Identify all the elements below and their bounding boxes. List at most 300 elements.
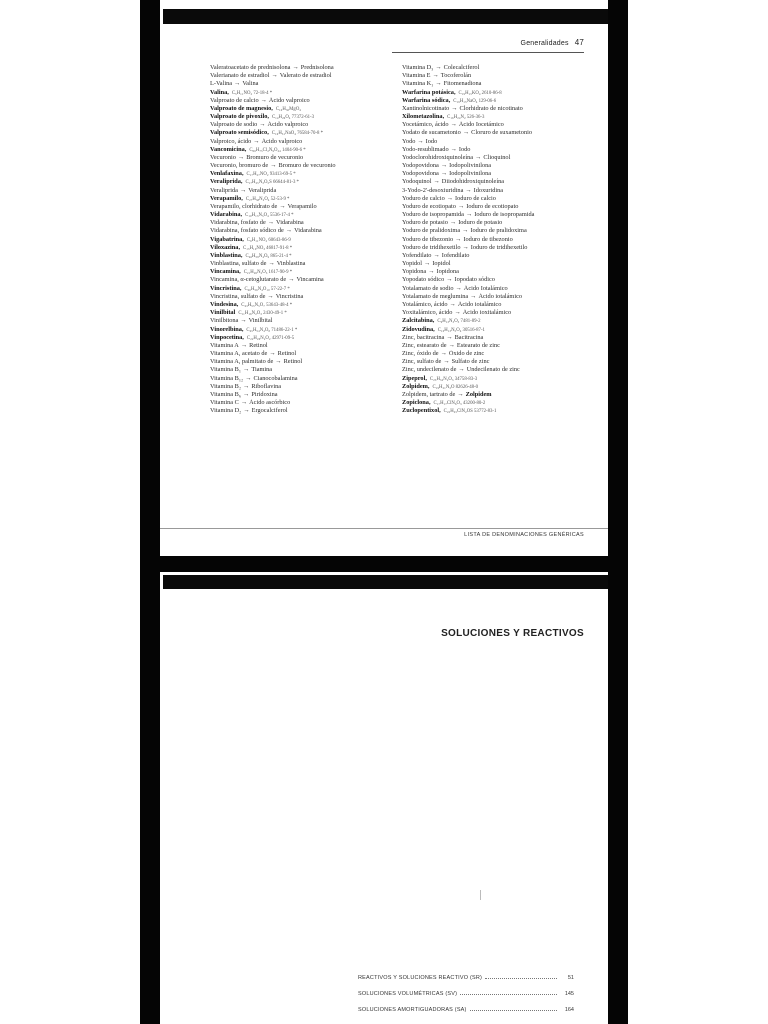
entry-term: Venlafaxina, [210, 170, 244, 178]
entry-formula: C₁₉H₂₁N₃O 82626-48-0 [432, 384, 479, 390]
entry-term: Yoduro de pralidoxima [402, 227, 461, 235]
running-foot: LISTA DE DENOMINACIONES GENÉRICAS [464, 532, 584, 538]
entry [210, 219, 390, 227]
entry-cross-reference: Sulfato de zinc [451, 358, 490, 366]
entry-cross-reference: Ioduro de pralidoxima [470, 227, 527, 235]
entry-formula: C₁₇H₂₇NO₂ 93413-69-5 * [246, 172, 296, 178]
entry-term: Vitamina C [210, 399, 239, 407]
arrow-right-icon: → [465, 186, 472, 194]
entry-formula: C₄₆H₅₆N₄O₁₀ 57-22-7 * [244, 286, 290, 292]
entry [210, 146, 390, 154]
entry-term: Yopidona [402, 268, 427, 276]
entry-cross-reference: Vinblastina [276, 260, 306, 268]
entry-term: Yodo [402, 137, 416, 145]
entry-term: Zalcitabina, [402, 317, 435, 325]
entry-cross-reference: Estearato de zinc [456, 341, 500, 349]
entry-term: Yoduro de potasio [402, 219, 448, 227]
entry [210, 178, 390, 186]
entry-formula: C₂₇H₃₈N₂O₄ 52-53-9 * [245, 196, 290, 202]
entry-cross-reference: Cloruro de suxametonio [471, 129, 532, 137]
entry-cross-reference: Bacitracina [454, 333, 484, 341]
entry-formula: C₂₁H₂₆N₂O₃ 1617-90-9 * [243, 270, 293, 276]
entry [210, 154, 390, 162]
entry [402, 252, 592, 260]
arrow-right-icon: → [446, 276, 453, 284]
entry-term: 3-Yodo-2'-desoxiuridina [402, 186, 464, 194]
entry-term: Viloxazina, [210, 243, 241, 251]
entry [210, 252, 390, 260]
entry-term: Vidarabina, fosfato sódico de [210, 227, 284, 235]
toc-label: REACTIVOS Y SOLUCIONES REACTIVO (SR) [358, 975, 483, 981]
entry-cross-reference: Iodo [458, 145, 471, 153]
entry-formula: C₄₅H₅₄N₄O₈ 71486-22-1 * [246, 327, 298, 333]
left-column [210, 64, 390, 415]
entry [402, 203, 592, 211]
entry [402, 342, 592, 350]
entry-term: Zolpidem, [402, 382, 430, 390]
entry-term: Vigabatrina, [210, 235, 244, 243]
arrow-right-icon: → [458, 366, 465, 374]
entry-cross-reference: Ácido Iocetámico [458, 121, 504, 129]
entry-term: Vitamina A, acetato de [210, 350, 268, 358]
arrow-right-icon: → [475, 153, 482, 161]
entry [402, 375, 592, 383]
viewer-border-right [608, 0, 628, 1024]
entry [210, 97, 390, 105]
entry-term: Warfarina sódica, [402, 96, 451, 104]
entry-formula: C₁₇H₂₅N₃O₅S 66644-81-3 * [245, 180, 299, 186]
toc-leader-dots [460, 990, 557, 995]
entry-term: Yoduro de tibezonio [402, 235, 454, 243]
entry-cross-reference: Colecalciferol [443, 64, 480, 71]
entry-term: Verapamilo, clorhidrato de [210, 202, 278, 210]
entry-term: Verapamilo, [210, 194, 243, 202]
entry-cross-reference: Riboflavina [251, 382, 282, 390]
toc-leader-dots [470, 1006, 557, 1011]
arrow-right-icon: → [243, 407, 250, 415]
entry-term: Xantinolnicotinato [402, 104, 450, 112]
arrow-right-icon: → [450, 145, 457, 153]
entry-term: Yodoclorohidroxiquinoleína [402, 153, 474, 161]
entry [210, 350, 390, 358]
toc-row [358, 990, 574, 1006]
entry-cross-reference: Óxido de zinc [448, 350, 485, 358]
arrow-right-icon: → [435, 64, 442, 71]
entry [402, 309, 592, 317]
entry [402, 260, 592, 268]
arrow-right-icon: → [239, 186, 247, 194]
entry [402, 129, 592, 137]
entry-term: Yopodato sódico [402, 276, 445, 284]
entry-formula: C₁₆H₃₁NaO₄ 76584-70-8 * [271, 131, 324, 137]
entry-cross-reference: Clioquinol [483, 153, 511, 161]
entry-formula: C₁₄H₂₆O₄ 77372-61-3 [271, 115, 315, 121]
entry [402, 317, 592, 325]
entry-cross-reference: Diiodohidroxiquinoleína [441, 178, 505, 186]
arrow-right-icon: → [271, 72, 278, 80]
entry-term: Xilometazolina, [402, 113, 445, 121]
entry-term: Vitamina A, palmitato de [210, 358, 274, 366]
entry [402, 170, 592, 178]
entry-cross-reference: Iodopolivinilona [449, 170, 492, 178]
entry [402, 268, 592, 276]
right-column [402, 64, 592, 415]
running-head [521, 38, 584, 47]
entry-term: Zinc, estearato de [402, 341, 447, 349]
entry-formula: C₁₆H₃₀MgO₄ [275, 106, 301, 112]
entry-cross-reference: Vinilbital [248, 317, 273, 325]
entry-cross-reference: Ácido Iotalámico [463, 284, 508, 292]
entry [210, 301, 390, 309]
entry [210, 80, 390, 88]
toc-page-number: 51 [567, 975, 574, 981]
entry-cross-reference: Veraliprida [248, 186, 277, 194]
arrow-right-icon: → [269, 350, 276, 358]
entry [402, 301, 592, 309]
running-head-title: Generalidades [520, 40, 569, 47]
entry-term: Vincamina, α-cetoglutarato de [210, 276, 287, 284]
arrow-right-icon: → [268, 260, 275, 268]
entry [210, 195, 390, 203]
entry-cross-reference: Tiamina [251, 366, 273, 374]
entry-term: Vitamina B₂ [210, 382, 242, 390]
entry-term: Yoduro de isopropamida [402, 211, 464, 219]
page-separator [140, 556, 628, 572]
entry-term: Yofendilato [402, 251, 432, 259]
entry [210, 391, 390, 399]
entry-formula: C₁₆H₂₄N₂ 526-36-3 [447, 115, 485, 121]
entry-term: Valina, [210, 88, 229, 96]
arrow-right-icon: → [457, 390, 464, 398]
entry-formula: C₂₃H₃₂N₂O₃ 34758-83-3 [429, 376, 478, 382]
entry [210, 326, 390, 334]
entry [402, 138, 592, 146]
entry-cross-reference: Ácido ioxitalámico [462, 309, 512, 317]
entry-term: Yopidol [402, 260, 423, 268]
arrow-right-icon: → [446, 333, 453, 341]
entry [210, 260, 390, 268]
entry-cross-reference: Clorhidrato de nicotinato [459, 104, 523, 112]
entry-term: Vecuronio [210, 153, 236, 161]
entry-term: Yotalamato de meglumina [402, 292, 469, 300]
arrow-right-icon: → [448, 341, 455, 349]
entry-term: Zuclopentixol, [402, 407, 441, 415]
entry-cross-reference: Fitomenadiona [443, 80, 482, 88]
entry [210, 203, 390, 211]
arrow-right-icon: → [243, 366, 250, 374]
entry-cross-reference: Bromuro de vecuronio [246, 153, 304, 161]
arrow-right-icon: → [446, 194, 454, 202]
entry-term: Vincristina, [210, 284, 242, 292]
entry-formula: C₁₀H₁₃N₅O₄ 5536-17-4 * [245, 213, 294, 219]
entry [402, 244, 592, 252]
entry-cross-reference: Piridoxina [251, 390, 278, 398]
arrow-right-icon: → [465, 211, 473, 219]
entry-term: Yodato de sucametonio [402, 129, 461, 137]
entry [402, 187, 592, 195]
entry-cross-reference: Retinol [249, 341, 268, 349]
entry-term: Yotalámico, ácido [402, 300, 448, 308]
entry [402, 366, 592, 374]
entry [402, 121, 592, 129]
entry [210, 309, 390, 317]
entry-term: Zinc, undecilenato de [402, 366, 457, 374]
entry-cross-reference: Iodo [425, 137, 438, 145]
arrow-right-icon: → [267, 219, 275, 227]
arrow-right-icon: → [435, 80, 442, 88]
arrow-right-icon: → [259, 121, 266, 129]
entry-cross-reference: Ácido valproico [267, 121, 309, 129]
page-number: 47 [574, 38, 584, 47]
entry-term: Yotalamato de sodio [402, 284, 454, 292]
arrow-right-icon: → [440, 162, 448, 170]
entry [402, 195, 592, 203]
toc-row [358, 974, 574, 990]
arrow-right-icon: → [275, 358, 282, 366]
entry-term: Veraliprida, [210, 178, 243, 186]
toc-leader-dots [485, 974, 557, 979]
entry-term: Vinblastina, sulfato de [210, 260, 267, 268]
toc-label: SOLUCIONES AMORTIGUADORAS (SA) [358, 1007, 467, 1013]
entry-cross-reference: Vidarabina [276, 219, 304, 227]
entry [210, 358, 390, 366]
entry-cross-reference: Vincamina [296, 276, 324, 284]
entry [210, 113, 390, 121]
entry [402, 334, 592, 342]
entry [402, 64, 592, 72]
entry-cross-reference: Idoxuridina [473, 186, 504, 194]
entry [402, 162, 592, 170]
arrow-right-icon: → [234, 80, 241, 88]
entry-term: Vinorelbina, [210, 325, 244, 333]
entry-cross-reference: Retinol [277, 350, 297, 358]
entry-cross-reference: Ioduro de potasio [458, 219, 503, 227]
entry-term: Valerianato de estradiol [210, 72, 270, 80]
entry [210, 129, 390, 137]
arrow-right-icon: → [240, 341, 248, 349]
arrow-right-icon: → [454, 309, 461, 317]
arrow-right-icon: → [470, 292, 477, 300]
entry-term: Yodopovidona [402, 170, 439, 178]
arrow-right-icon: → [440, 350, 447, 358]
arrow-right-icon: → [240, 399, 248, 407]
entry-cross-reference: Iopodato sódico [454, 276, 495, 284]
entry [402, 211, 592, 219]
section-title: SOLUCIONES Y REACTIVOS [441, 628, 584, 639]
entry-formula: C₄₃H₅₅N₅O₇ 53643-48-4 * [241, 302, 293, 308]
entry-term: Valproato de calcio [210, 96, 259, 104]
entry-term: Vitamina D₂ [210, 407, 242, 415]
entry-term: Vidarabina, [210, 211, 243, 219]
arrow-right-icon: → [288, 276, 295, 284]
scan-mark [480, 890, 481, 900]
table-of-contents [358, 974, 574, 1022]
entry-cross-reference: Iodopolivinilona [449, 162, 492, 170]
entry-cross-reference: Undecilenato de zinc [466, 366, 520, 374]
entry [210, 72, 390, 80]
entry [210, 138, 390, 146]
entry-cross-reference: Iopidol [432, 260, 451, 268]
entry-term: Vitamina A [210, 341, 239, 349]
entry-cross-reference: Ácido ascórbico [249, 399, 291, 407]
entry-term: Zolpidem, tartrato de [402, 390, 456, 398]
header-rule [392, 52, 584, 53]
entry [210, 105, 390, 113]
entry-term: Yoduro de calcio [402, 194, 445, 202]
entry-cross-reference: Vidarabina [294, 227, 322, 235]
entry-term: Yoduro de tridihexetilo [402, 243, 461, 251]
arrow-right-icon: → [253, 137, 260, 145]
entry-cross-reference: Valerato de estradiol [279, 72, 332, 80]
entry-term: Yoduro de ecotiopato [402, 202, 456, 210]
entry [402, 326, 592, 334]
entry-term: Vitamina B₆ [210, 390, 242, 398]
arrow-right-icon: → [270, 162, 277, 170]
arrow-right-icon: → [451, 104, 458, 112]
entry-formula: C₂₂H₂₆N₂O₂ 42971-09-5 [246, 335, 295, 341]
entry-cross-reference: Cianocobalamina [253, 374, 298, 382]
entry [402, 219, 592, 227]
arrow-right-icon: → [285, 227, 293, 235]
entry-cross-reference: Ioduro de tibezonio [463, 235, 513, 243]
entry [210, 366, 390, 374]
entry-formula: C₂₂H₂₅ClN₂OS 53772-83-1 [443, 409, 497, 415]
entry-cross-reference: Prednisolona [300, 64, 334, 71]
entry [402, 276, 592, 284]
arrow-right-icon: → [245, 374, 252, 382]
arrow-right-icon: → [462, 129, 470, 137]
entry [402, 383, 592, 391]
arrow-right-icon: → [292, 64, 299, 71]
entry-term: Valproato de magnesio, [210, 104, 273, 112]
entry [402, 178, 592, 186]
entry [210, 89, 390, 97]
entry [402, 407, 592, 415]
entry-term: Vecuronio, bromuro de [210, 162, 269, 170]
arrow-right-icon: → [443, 358, 450, 366]
entry-cross-reference: Iofendilato [441, 251, 470, 259]
page-header-band [163, 575, 608, 589]
entry [402, 72, 592, 80]
entry-formula: C₁₃H₁₉NO₃ 46817-91-8 * [243, 245, 293, 251]
entry [402, 285, 592, 293]
entry [402, 236, 592, 244]
page-section-opener [160, 572, 608, 1024]
entry-term: Zipeprol, [402, 374, 427, 382]
entry [210, 375, 390, 383]
toc-label: SOLUCIONES VOLUMÉTRICAS (SV) [358, 991, 458, 997]
arrow-right-icon: → [417, 137, 424, 145]
entry [210, 227, 390, 235]
entry-term: Vinilbital [210, 309, 236, 317]
entry [402, 80, 592, 88]
entry-term: Warfarina potásica, [402, 88, 456, 96]
entry [210, 399, 390, 407]
entry-cross-reference: Zolpidem [465, 390, 492, 398]
entry-cross-reference: Valina [242, 80, 259, 88]
entry [210, 293, 390, 301]
arrow-right-icon: → [240, 317, 247, 325]
arrow-right-icon: → [449, 219, 457, 227]
footer-rule [160, 528, 608, 529]
entry-term: Valeratoacetato de prednisolona [210, 64, 291, 71]
entry-formula: C₁₇H₁₇ClN₆O₃ 43200-80-2 [433, 401, 486, 407]
entry-term: Zinc, sulfato de [402, 358, 442, 366]
page-47 [160, 0, 608, 556]
entry-cross-reference: Iopidona [436, 268, 459, 276]
entry-formula: C₄₆H₅₈N₄O₉ 865-21-4 * [245, 253, 292, 259]
arrow-right-icon: → [433, 178, 440, 186]
arrow-right-icon: → [237, 153, 245, 161]
entry-term: Vitamina E [402, 72, 431, 80]
entry-term: Vindesina, [210, 300, 239, 308]
entry-cross-reference: Ioduro de calcio [455, 194, 496, 202]
arrow-right-icon: → [428, 268, 435, 276]
entry [210, 121, 390, 129]
entry [210, 170, 390, 178]
entry-formula: C₉H₁₃N₃O₃ 7481-89-2 [437, 319, 481, 325]
arrow-right-icon: → [455, 235, 462, 243]
arrow-right-icon: → [433, 251, 440, 259]
entry [402, 350, 592, 358]
arrow-right-icon: → [455, 284, 462, 292]
entry [402, 89, 592, 97]
entry-term: Vitamina K₁ [402, 80, 434, 88]
entry-term: Vincamina, [210, 268, 241, 276]
entry [402, 113, 592, 121]
entry [210, 64, 390, 72]
arrow-right-icon: → [462, 227, 469, 235]
entry [210, 407, 390, 415]
entry [402, 154, 592, 162]
entry-term: Vitamina B₁ [210, 366, 242, 374]
entry [210, 285, 390, 293]
entry-term: Vitamina D₃ [402, 64, 434, 71]
viewer-border-left [140, 0, 160, 1024]
entry-formula: C₁₀H₁₃N₅O₄ 30516-87-1 [437, 327, 485, 333]
entry-cross-reference: Ácido iotalámico [457, 300, 502, 308]
entry-term: Vitamina B₁₂ [210, 374, 244, 382]
entry-term: Valproico, ácido [210, 137, 252, 145]
entry-cross-reference: Vincristina [275, 292, 304, 300]
arrow-right-icon: → [260, 96, 267, 104]
arrow-right-icon: → [432, 72, 439, 80]
arrow-right-icon: → [243, 390, 250, 398]
entry-formula: C₆₆H₇₅Cl₂N₉O₂₄ 1404-90-6 * [249, 147, 306, 153]
entry-cross-reference: Tocoferolán [440, 72, 472, 80]
entry-term: Zinc, bacitracina [402, 333, 445, 341]
entry-term: Valproato de sodio [210, 121, 258, 129]
entry-term: L-Valina [210, 80, 233, 88]
page-header-band [163, 9, 608, 24]
entry-term: Vincristina, sulfato de [210, 292, 266, 300]
entry-term: Yodo-resublimado [402, 145, 449, 153]
entry [210, 162, 390, 170]
entry-cross-reference: Ácido iotalámico [478, 292, 523, 300]
entry-cross-reference: Ácido valproico [268, 96, 310, 104]
entry-term: Yodopovidona [402, 162, 439, 170]
entry [402, 358, 592, 366]
entry [210, 187, 390, 195]
entry [402, 97, 592, 105]
entry-term: Vancomicina, [210, 145, 247, 153]
entry [210, 334, 390, 342]
entry-formula: C₆H₁₁NO₂ 60643-86-9 [246, 237, 291, 243]
entry-formula: C₅H₁₁NO₂ 72-18-4 * [231, 90, 273, 96]
arrow-right-icon: → [424, 260, 431, 268]
entry-formula: C₁₁H₁₆N₂O₃ 2430-49-1 * [238, 311, 287, 317]
entry-term: Yoxitalámico, ácido [402, 309, 453, 317]
